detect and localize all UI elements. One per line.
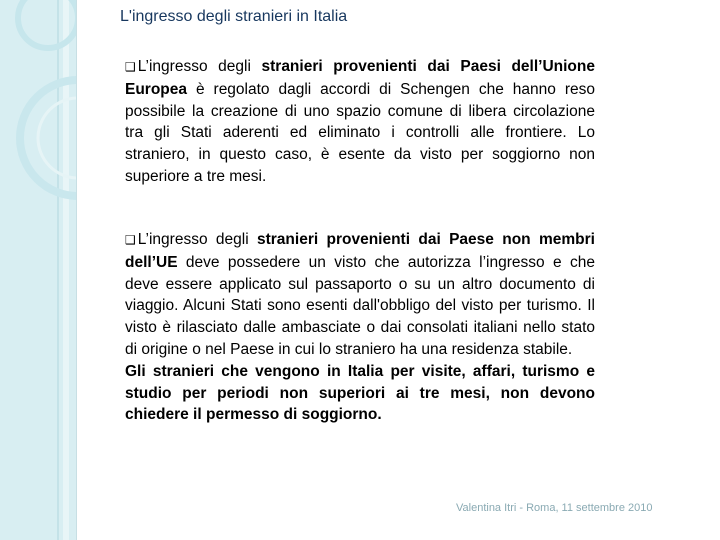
- paragraph-bold-conclusion: Gli stranieri che vengono in Italia per visite, affari, turismo e studio per periodi non superiori ai tre mesi, non devono chiedere il permesso di soggiorno.: [125, 362, 595, 424]
- slide-footer: Valentina Itri - Roma, 11 settembre 2010: [456, 502, 653, 514]
- paragraph-bold-subject: stranieri provenienti dai Paesi dell’Unione Europea: [125, 58, 595, 98]
- paragraph-intro: L’ingresso degli: [137, 231, 257, 248]
- bullet-icon: ❑: [125, 60, 136, 74]
- paragraph-intro: L’ingresso degli: [137, 58, 262, 75]
- paragraph-bold-subject: stranieri provenienti dai Paese non membri dell’UE: [125, 231, 595, 271]
- decorative-rings-icon: [0, 0, 76, 540]
- paragraph-non-eu-citizens: [125, 229, 595, 426]
- decorative-sidebar: [0, 0, 77, 540]
- paragraph-body: deve possedere un visto che autorizza l’ingresso e che deve essere applicato sul passaporto o su un altro documento di viaggio. Alcuni Stati sono esenti dall'obbligo del visto per turismo. Il visto è rilasciato dalle ambasciate o dai consolati italiani nello stato di origine o nel Paese in cui lo straniero ha una residenza stabile.: [125, 253, 595, 358]
- paragraph-eu-citizens: [125, 56, 595, 188]
- slide-title: L'ingresso degli stranieri in Italia: [120, 8, 348, 25]
- paragraph-body: è regolato dagli accordi di Schengen che hanno reso possibile la creazione di uno spazio comune di libera circolazione tra gli Stati aderenti ed eliminato i controlli alle frontiere. Lo straniero, in questo caso, è esente da visto per soggiorno non superiore a tre mesi.: [125, 80, 595, 185]
- bullet-icon: ❑: [125, 233, 136, 247]
